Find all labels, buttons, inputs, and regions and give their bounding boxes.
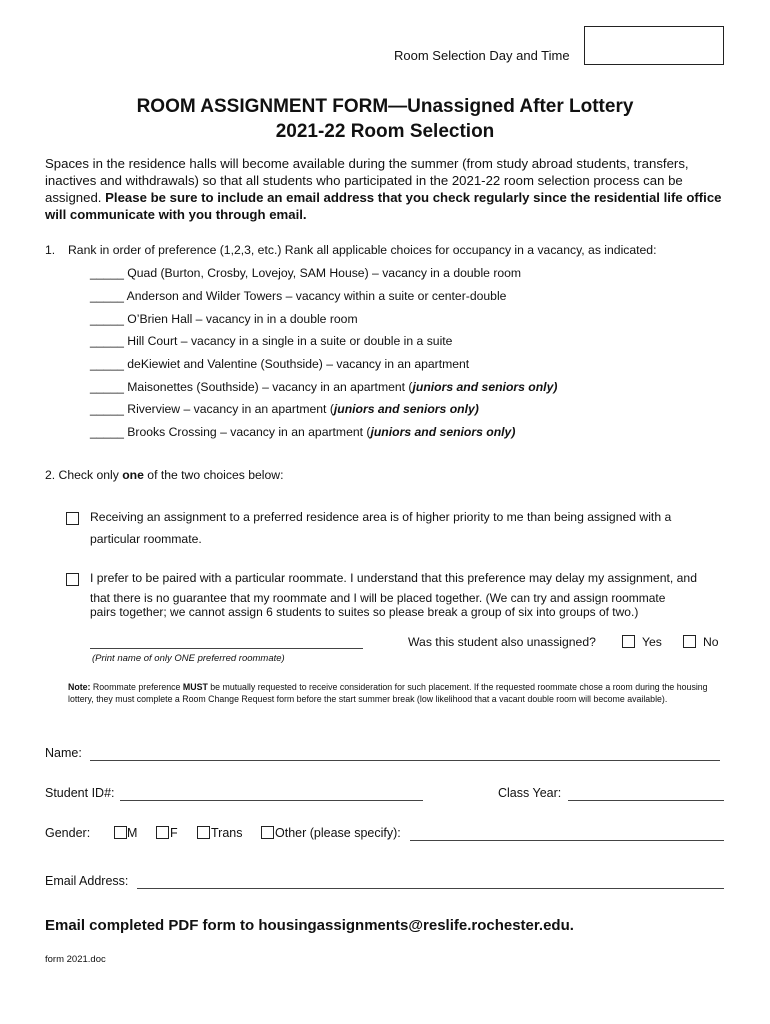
rank-option-brooks-crossing[interactable] [90,425,515,439]
rank-option-text: Anderson and Wilder Towers – vacancy within a suite or center-double [126,289,507,303]
gender-f-label: F [170,826,178,840]
rank-blank[interactable]: _____ [90,334,124,348]
form-subtitle: 2021-22 Room Selection [275,121,495,142]
choice-area-priority-text [90,506,730,550]
gender-label: Gender: [45,826,91,840]
intro-bold-text: Please be sure to include an email address that you check regularly since the residential life office will communicate with you through email. [45,190,722,222]
rank-option-note: juniors and seniors only) [333,402,479,416]
rank-option-anderson-wilder[interactable] [90,289,506,303]
rank-blank[interactable]: _____ [90,402,124,416]
rank-option-text: Quad (Burton, Crosby, Lovejoy, SAM House) – vacancy in a double room [127,266,522,280]
intro-text: Spaces in the residence halls will become available during the summer (from study abroad students, transfers, inactives and withdrawals) so that all students who participated in the 2021-22 room selection process can be assigned. [45,156,689,205]
note-label: Note: [68,682,91,692]
rank-option-quad[interactable] [90,266,521,280]
gender-trans-label: Trans [211,826,243,840]
note-must: MUST [182,682,208,692]
rank-option-obrien[interactable] [90,312,358,326]
gender-trans-checkbox[interactable] [197,826,210,839]
rank-option-text: Hill Court – vacancy in a single in a suite or double in a suite [127,334,453,348]
rank-blank[interactable]: _____ [90,425,124,439]
roommate-caption: (Print name of only ONE preferred roommate) [92,653,285,664]
email-address-label: Email Address: [45,874,129,888]
class-year-field[interactable] [568,787,724,801]
class-year-label: Class Year: [498,786,562,800]
question-2 [45,468,283,482]
intro-paragraph [45,155,725,223]
choice-b-line: pairs together; we cannot assign 6 students to suites so please break a group of six into groups of two.) [90,605,639,619]
choice-a-line: Receiving an assignment to a preferred residence area is of higher priority to me than being assigned with a [90,510,672,524]
yes-checkbox[interactable] [622,635,635,648]
question-1-text: Rank in order of preference (1,2,3, etc.) Rank all applicable choices for occupancy in a vacancy, as indicated: [68,243,657,257]
question-2-prefix: 2. Check only [45,468,123,482]
rank-blank[interactable]: _____ [90,266,124,280]
gender-other-label: Other (please specify): [275,826,401,840]
form-id: form 2021.doc [45,954,106,965]
note-text: Roommate preference [90,682,183,692]
room-selection-day-time-field[interactable] [584,26,724,65]
roommate-note [68,682,728,705]
gender-f-checkbox[interactable] [156,826,169,839]
choice-area-priority-checkbox[interactable] [66,512,79,525]
question-1 [45,243,656,257]
email-instruction: Email completed PDF form to housingassignments@reslife.rochester.edu. [45,917,574,934]
roommate-name-line[interactable] [90,636,363,649]
email-address-field[interactable] [137,875,724,889]
rank-option-text: Riverview – vacancy in an apartment ( [127,402,334,416]
question-1-number: 1. [45,243,56,257]
room-selection-day-time-label: Room Selection Day and Time [394,48,570,63]
rank-blank[interactable]: _____ [90,289,124,303]
rank-option-text: deKiewiet and Valentine (Southside) – vacancy in an apartment [127,357,470,371]
rank-option-hill-court[interactable] [90,334,452,348]
choice-b-line: that there is no guarantee that my roommate and I will be placed together. (We can try and assign roommate [90,591,666,605]
rank-option-riverview[interactable] [90,402,479,416]
question-2-bold: one [122,468,144,482]
rank-blank[interactable]: _____ [90,312,124,326]
rank-option-note: juniors and seniors only) [370,425,516,439]
name-field[interactable] [90,747,720,761]
rank-option-text: Maisonettes (Southside) – vacancy in an apartment ( [127,380,413,394]
gender-other-checkbox[interactable] [261,826,274,839]
no-checkbox[interactable] [683,635,696,648]
question-2-suffix: of the two choices below: [143,468,284,482]
unassigned-question: Was this student also unassigned? [408,635,596,649]
rank-option-dekiewiet-valentine[interactable] [90,357,469,371]
choice-a-line: particular roommate. [90,532,202,546]
rank-blank[interactable]: _____ [90,357,124,371]
no-label: No [703,635,719,649]
rank-option-maisonettes[interactable] [90,380,557,394]
form-title: ROOM ASSIGNMENT FORM—Unassigned After Lottery [136,96,634,117]
student-id-label: Student ID#: [45,786,115,800]
choice-b-line: I prefer to be paired with a particular roommate. I understand that this preference may delay my assignment, and [90,571,697,585]
rank-option-note: juniors and seniors only) [412,380,558,394]
yes-label: Yes [642,635,662,649]
choice-roommate-priority-text [90,567,730,589]
gender-m-checkbox[interactable] [114,826,127,839]
choice-roommate-detail [90,591,730,619]
rank-blank[interactable]: _____ [90,380,124,394]
rank-option-text: O’Brien Hall – vacancy in in a double room [127,312,358,326]
student-id-field[interactable] [120,787,423,801]
note-text: be mutually requested to receive consideration for such placement. If the requested roommate chose a room during the housing lottery, they must complete a Room Change Request form before the start summer break (low likelihood that a vacant double room will become available). [68,682,708,704]
gender-m-label: M [127,826,138,840]
gender-other-field[interactable] [410,827,724,841]
rank-option-text: Brooks Crossing – vacancy in an apartment ( [127,425,371,439]
name-label: Name: [45,746,82,760]
choice-roommate-priority-checkbox[interactable] [66,573,79,586]
